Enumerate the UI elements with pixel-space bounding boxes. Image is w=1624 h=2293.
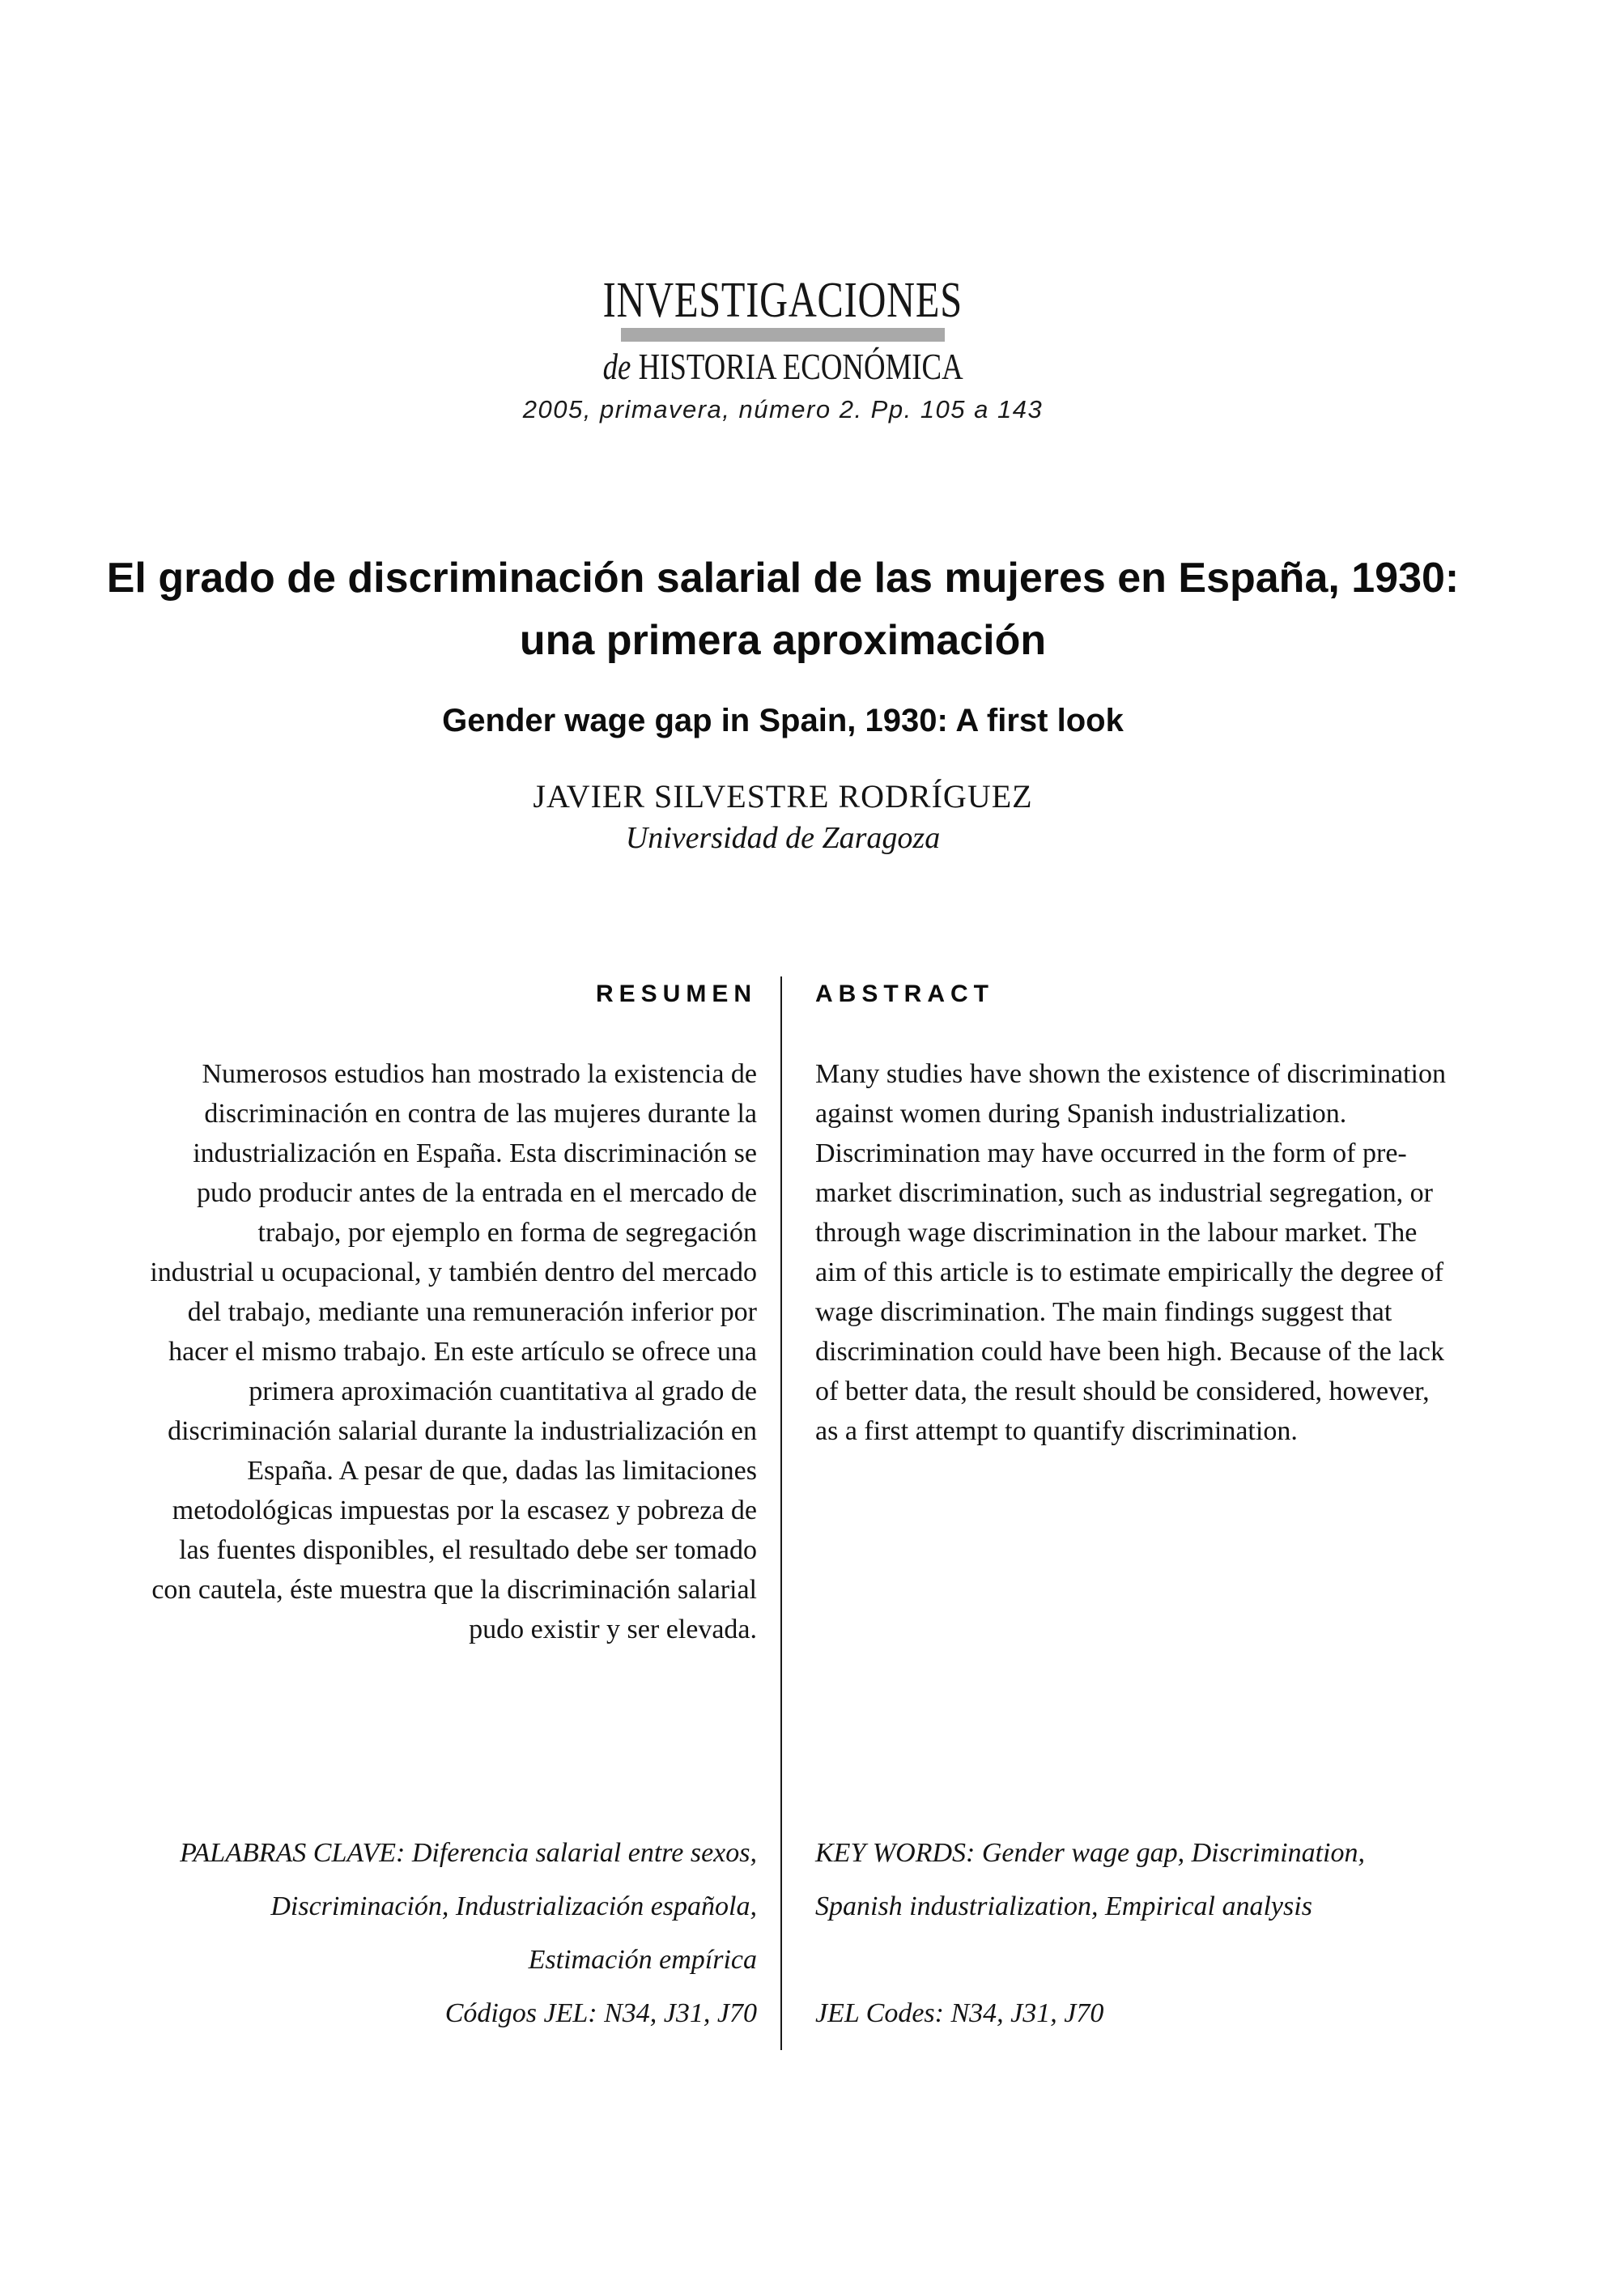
column-divider [780, 976, 782, 2050]
article-title-es-line1: El grado de discriminación salarial de las mujeres en España, 1930: [106, 555, 1460, 602]
resumen-body: Numerosos estudios han mostrado la existencia de discriminación en contra de las mujeres durante la industrialización en España. Esta discriminación se pudo producir antes de la entrada en el mercado de trabajo, por ejemplo en forma de segregación industrial u ocupacional, y también dentro del mercado del trabajo, mediante una remuneración inferior por hacer el mismo trabajo. En este artículo se ofrece una primera aproximación cuantitativa al grado de discriminación salarial durante la industrialización en España. A pesar de que, dadas las limitaciones metodológicas impuestas por la escasez y pobreza de las fuentes disponibles, el resultado debe ser tomado con cautela, éste muestra que la discriminación salarial pudo existir y ser elevada. [150, 1059, 757, 1644]
article-title-en: Gender wage gap in Spain, 1930: A first look [442, 703, 1124, 738]
journal-name-line1 [378, 274, 1188, 327]
issue-info: 2005, primavera, número 2. Pp. 105 a 143 [522, 395, 1044, 423]
abstract-body: Many studies have shown the existence of discrimination against women during Spanish industrialization. Discrimination may have occurred in the form of pre-market discrimination, such as industrial segregation, or through wage discrimination in the labour market. The aim of this article is to estimate empirically the degree of wage discrimination. The main findings suggest that discrimination could have been high. Because of the lack of better data, the result should be considered, however, as a first attempt to quantify discrimination. [815, 1059, 1446, 1446]
journal-name-line1-text: INVESTIGACIONES [602, 273, 963, 328]
jel-codes-en: JEL Codes: N34, J31, J70 [815, 1998, 1104, 2028]
article-title-es-line2: una primera aproximación [519, 617, 1047, 664]
journal-logo-bar [621, 328, 945, 342]
abstract-keywords: KEY WORDS: Gender wage gap, Discrimination, Spanish industrialization, Empirical analysis [815, 1838, 1366, 1921]
author-name: JAVIER SILVESTRE RODRÍGUEZ [533, 778, 1033, 815]
author-affiliation: Universidad de Zaragoza [625, 821, 941, 855]
resumen-heading: RESUMEN [595, 981, 757, 1007]
journal-name-line2-text: HISTORIA ECONÓMICA [638, 346, 963, 387]
journal-name-de: de [602, 346, 631, 387]
abstract-heading: ABSTRACT [815, 981, 994, 1007]
journal-logo [378, 274, 1188, 387]
article-title-es [95, 547, 1471, 672]
journal-name-line2 [378, 347, 1188, 387]
jel-codes-es: Códigos JEL: N34, J31, J70 [444, 1998, 757, 2028]
resumen-keywords: PALABRAS CLAVE: Diferencia salarial entre sexos, Discriminación, Industrialización española, Estimación empírica [180, 1838, 757, 1975]
